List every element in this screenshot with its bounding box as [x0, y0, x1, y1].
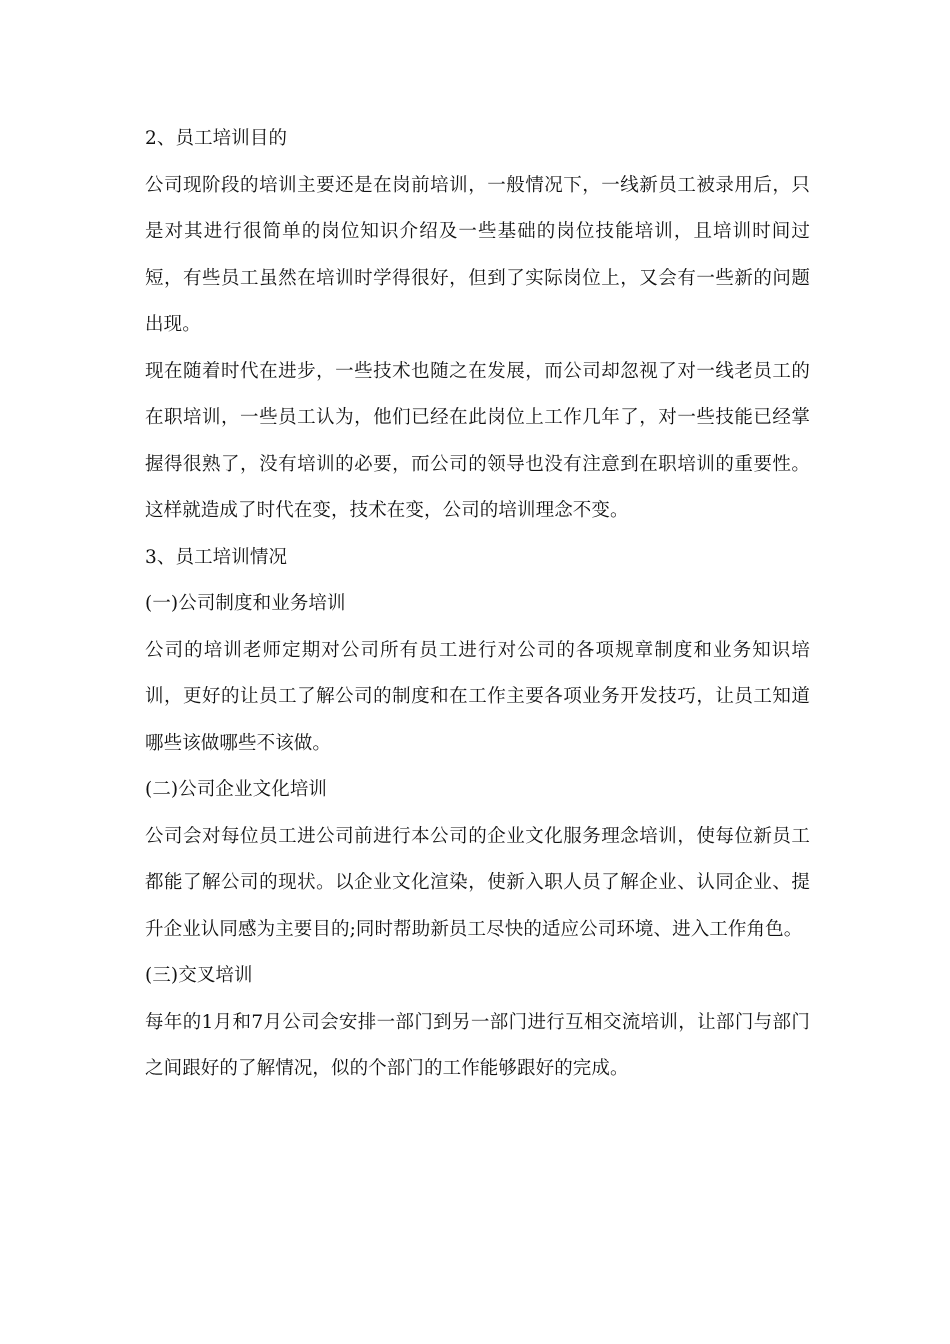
section-heading-training-status: 3、员工培训情况: [145, 546, 288, 568]
subheading-system-business-training: (一)公司制度和业务培训: [145, 593, 346, 614]
paragraph-system-business-training: 公司的培训老师定期对公司所有员工进行对公司的各项规章制度和业务知识培训，更好的让员工了解公司的制度和在工作主要各项业务开发技巧，让员工知道哪些该做哪些不该做。: [145, 639, 810, 754]
document-body: [145, 116, 810, 1093]
paragraph-pre-job-training: 公司现阶段的培训主要还是在岗前培训，一般情况下，一线新员工被录用后，只是对其进行很简单的岗位知识介绍及一些基础的岗位技能培训，且培训时间过短，有些员工虽然在培训时学得很好，但到了实际岗位上，又会有一些新的问题出现。: [145, 174, 810, 335]
paragraph-culture-training: 公司会对每位员工进公司前进行本公司的企业文化服务理念培训，使每位新员工都能了解公司的现状。以企业文化渲染，使新入职人员了解企业、认同企业、提升企业认同感为主要目的;同时帮助新员工尽快的适应公司环境、进入工作角色。: [145, 825, 810, 940]
paragraph-cross-training: 每年的1月和7月公司会安排一部门到另一部门进行互相交流培训，让部门与部门之间跟好的了解情况，似的个部门的工作能够跟好的完成。: [145, 1011, 810, 1079]
section-heading-training-purpose: 2、员工培训目的: [145, 128, 288, 149]
subheading-cross-training: (三)交叉培训: [145, 965, 253, 986]
subheading-culture-training: (二)公司企业文化培训: [145, 779, 328, 800]
paragraph-on-job-training: 现在随着时代在进步，一些技术也随之在发展，而公司却忽视了对一线老员工的在职培训，一些员工认为，他们已经在此岗位上工作几年了，对一些技能已经掌握得很熟了，没有培训的必要，而公司的领导也没有注意到在职培训的重要性。这样就造成了时代在变，技术在变，公司的培训理念不变。: [145, 360, 810, 521]
